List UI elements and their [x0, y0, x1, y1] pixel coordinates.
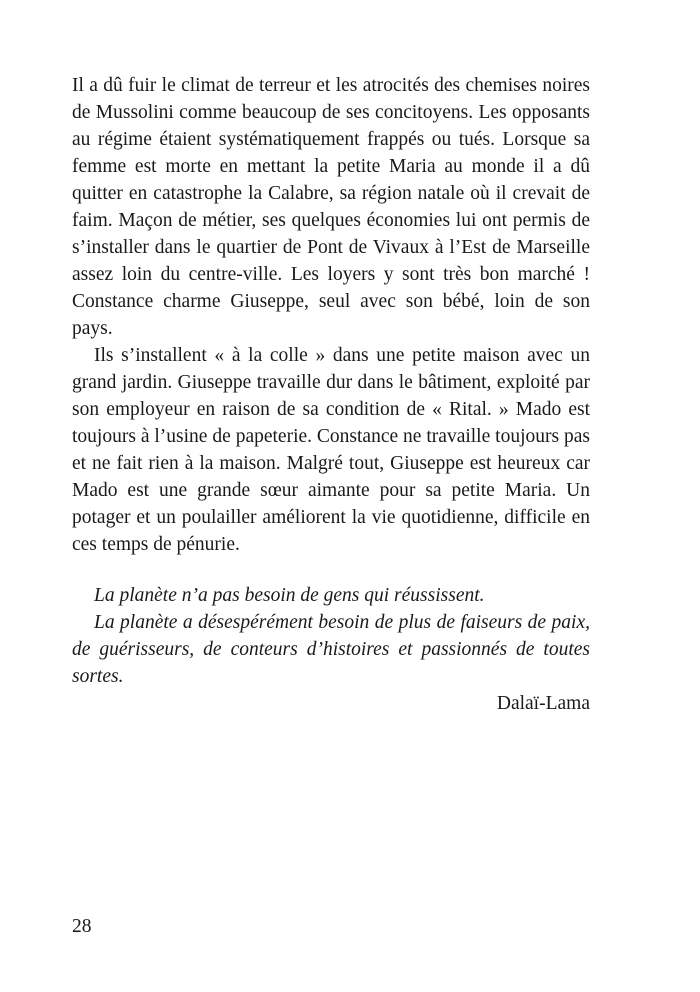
body-paragraph-1: Il a dû fuir le climat de terreur et les atrocités des chemises noires de Mussolini comme beaucoup de ses concitoyens. Les opposants au régime étaient systématiquement frappés ou tués. Lorsque sa femme est morte en mettant la petite Maria au monde il a dû quitter en catastrophe la Calabre, sa région natale où il crevait de faim. Maçon de métier, ses quelques économies lui ont permis de s’installer dans le quartier de Pont de Vivaux à l’Est de Marseille assez loin du centre-ville. Les loyers y sont très bon marché ! Constance charme Giuseppe, seul avec son bébé, loin de son pays. — [72, 75, 590, 339]
quote-line-1: La planète n’a pas besoin de gens qui réussissent. — [94, 585, 485, 606]
page-content — [72, 72, 590, 717]
body-paragraph-2: Ils s’installent « à la colle » dans une petite maison avec un grand jardin. Giuseppe travaille dur dans le bâtiment, exploité par son employeur en raison de sa condition de « Rital. » Mado est toujours à l’usine de papeterie. Constance ne travaille toujours pas et ne fait rien à la maison. Malgré tout, Giuseppe est heureux car Mado est une grande sœur aimante pour sa petite Maria. Un potager et un poulailler améliorent la vie quotidienne, difficile en ces temps de pénurie. — [72, 345, 590, 555]
quote-line-2: La planète a désespérément besoin de plus de faiseurs de paix, de guérisseurs, de conteurs d’histoires et passionnés de toutes sortes. — [72, 612, 590, 687]
epigraph-quote — [72, 582, 590, 717]
quote-author: Dalaï-Lama — [496, 693, 590, 714]
page-number: 28 — [72, 916, 92, 937]
